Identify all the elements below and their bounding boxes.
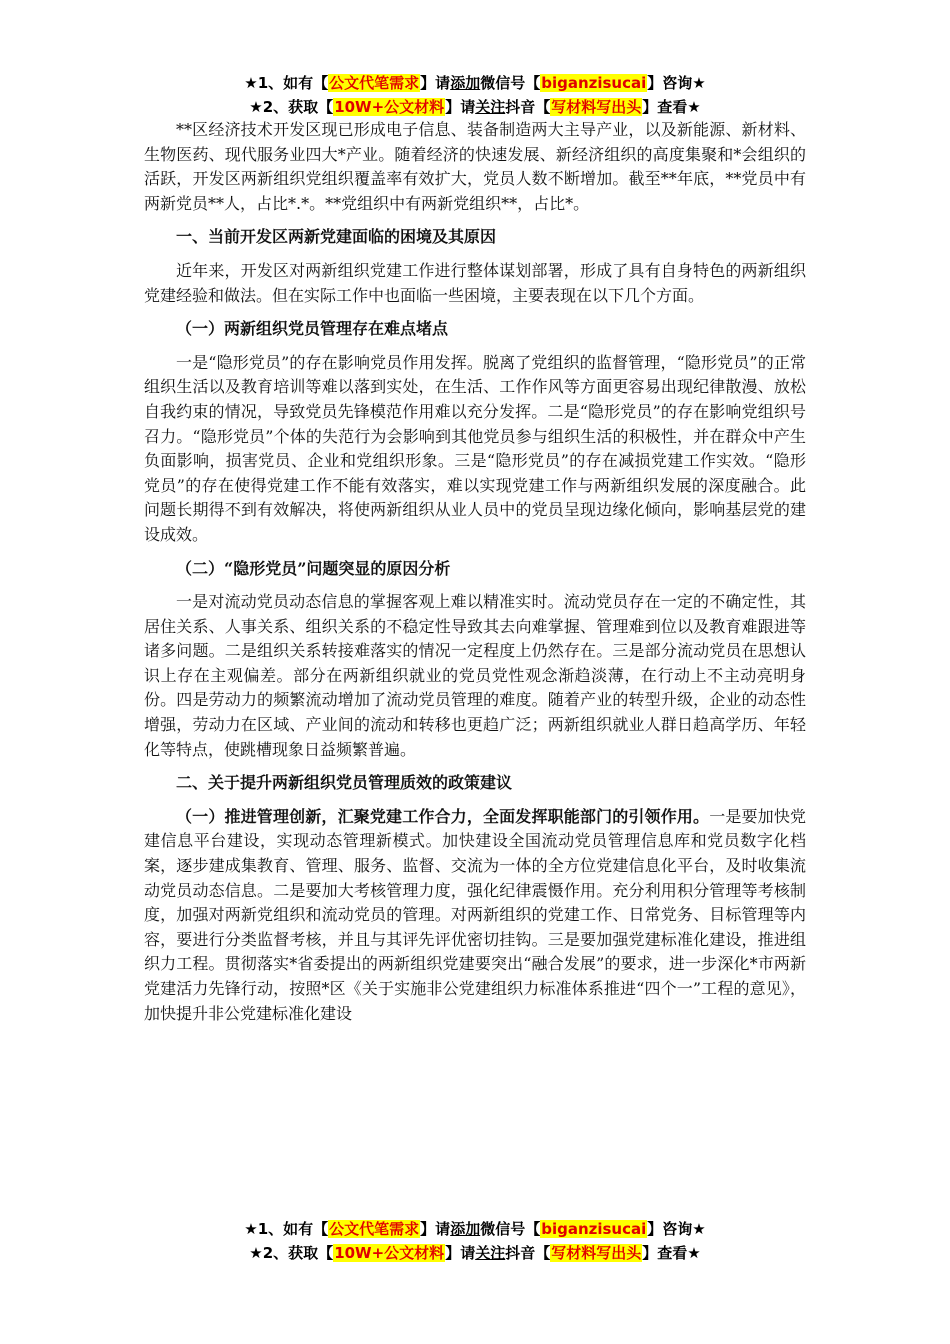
banner-text: 微信号【 [480, 1220, 541, 1238]
banner-text: 】请 [420, 1220, 451, 1238]
body-paragraph: 一是“隐形党员”的存在影响党员作用发挥。脱离了党组织的监督管理，“隐形党员”的正常组织生活以及教育培训等难以落到实处，在生活、工作作风等方面更容易出现纪律散漫、放松自我约束的情况，导致党员先锋模范作用难以充分发挥。二是“隐形党员”的存在影响党组织号召力。“隐形党员”个体的失范行为会影响到其他党员参与组织生活的积极性，并在群众中产生负面影响，损害党员、企业和党组织形象。三是“隐形党员”的存在减损党建工作实效。“隐形党员”的存在使得党建工作不能有效落实，难以实现党建工作与两新组织发展的深度融合。此问题长期得不到有效解决，将使两新组织从业人员中的党员呈现边缘化倾向，影响基层党的建设成效。 [144, 352, 806, 544]
banner-highlight: 写材料写出头 [551, 98, 642, 116]
banner-text: 】请 [420, 74, 451, 92]
body-paragraph: 近年来，开发区对两新组织党建工作进行整体谋划部署，形成了具有自身特色的两新组织党建经验和做法。但在实际工作中也面临一些困境，主要表现在以下几个方面。 [144, 260, 806, 305]
banner-text: 微信号【 [480, 74, 541, 92]
banner-highlight: biganzisucai [541, 74, 647, 92]
banner-highlight: 10W+公文材料 [334, 1244, 445, 1262]
banner-text: ★1、如有【 [244, 1220, 329, 1238]
section-heading: 一、当前开发区两新党建面临的困境及其原因 [176, 227, 497, 247]
banner-highlight: 公文代笔需求 [329, 74, 420, 92]
subsection-heading: （一）两新组织党员管理存在难点堵点 [176, 319, 449, 339]
banner-highlight: 10W+公文材料 [334, 98, 445, 116]
banner-text: ★2、获取【 [249, 98, 334, 116]
banner-text: 】咨询★ [647, 1220, 706, 1238]
banner-underlined-text: 关注 [475, 1244, 506, 1262]
banner-line-2 [0, 95, 950, 119]
banner-text: ★1、如有【 [244, 74, 329, 92]
subsection-heading: （二）“隐形党员”问题突显的原因分析 [176, 558, 451, 578]
banner-underlined-text: 添加 [450, 74, 481, 92]
banner-text: 】查看★ [642, 1244, 701, 1262]
banner-text: 】咨询★ [647, 74, 706, 92]
banner-line-1 [0, 1217, 950, 1241]
banner-line-2 [0, 1241, 950, 1265]
body-paragraph: 一是对流动党员动态信息的掌握客观上难以精准实时。流动党员存在一定的不确定性，其居住关系、人事关系、组织关系的不稳定性导致其去向难掌握、管理难到位以及教育难跟进等诸多问题。二是组织关系转接难落实的情况一定程度上仍然存在。三是部分流动党员在思想认识上存在主观偏差。部分在两新组织就业的党员党性观念渐趋淡薄，在行动上不主动亮明身份。四是劳动力的频繁流动增加了流动党员管理的难度。随着产业的转型升级，企业的动态性增强，劳动力在区域、产业间的流动和转移也更趋广泛；两新组织就业人群日趋高学历、年轻化等特点，使跳槽现象日益频繁普遍。 [144, 592, 806, 759]
banner-text: 】请 [445, 98, 476, 116]
subsection-text: 一是要加快党建信息平台建设，实现动态管理新模式。加快建设全国流动党员管理信息库和党员数字化档案，逐步建成集教育、管理、服务、监督、交流为一体的全方位党建信息化平台，及时收集流动党员动态信息。二是要加大考核管理力度，强化纪律震慑作用。充分利用积分管理等考核制度，加强对两新党组织和流动党员的管理。对两新组织的党建工作、日常党务、目标管理等内容，要进行分类监督考核，并且与其评先评优密切挂钩。三是要加强党建标准化建设，推进组织力工程。贯彻落实*省委提出的两新组织党建要突出“融合发展”的要求，进一步深化*市两新党建活力先锋行动，按照*区《关于实施非公党建组织力标准体系推进“四个一”工程的意见》，加快提升非公党建标准化建设 [144, 806, 806, 1023]
subsection-paragraph [144, 805, 806, 1026]
section-heading: 二、关于提升两新组织党员管理质效的政策建议 [176, 773, 513, 793]
footer-banner [0, 1217, 950, 1265]
banner-underlined-text: 添加 [450, 1220, 481, 1238]
banner-line-1 [0, 71, 950, 95]
banner-highlight: 公文代笔需求 [329, 1220, 420, 1238]
intro-paragraph: **区经济技术开发区现已形成电子信息、装备制造两大主导产业，以及新能源、新材料、生物医药、现代服务业四大*产业。随着经济的快速发展、新经济组织的高度集聚和*会组织的活跃，开发区两新组织党组织覆盖率有效扩大，党员人数不断增加。截至**年底，**党员中有两新党员**人，占比*.*。**党组织中有两新党组织**，占比*。 [144, 120, 806, 213]
banner-underlined-text: 关注 [475, 98, 506, 116]
header-banner [0, 71, 950, 119]
banner-highlight: 写材料写出头 [551, 1244, 642, 1262]
banner-highlight: biganzisucai [541, 1220, 647, 1238]
subsection-heading-inline: （一）推进管理创新，汇聚党建工作合力，全面发挥职能部门的引领作用。 [176, 806, 710, 826]
banner-text: 】查看★ [642, 98, 701, 116]
document-body [144, 118, 806, 1026]
banner-text: ★2、获取【 [249, 1244, 334, 1262]
banner-text: 抖音【 [505, 1244, 551, 1262]
banner-text: 抖音【 [505, 98, 551, 116]
banner-text: 】请 [445, 1244, 476, 1262]
